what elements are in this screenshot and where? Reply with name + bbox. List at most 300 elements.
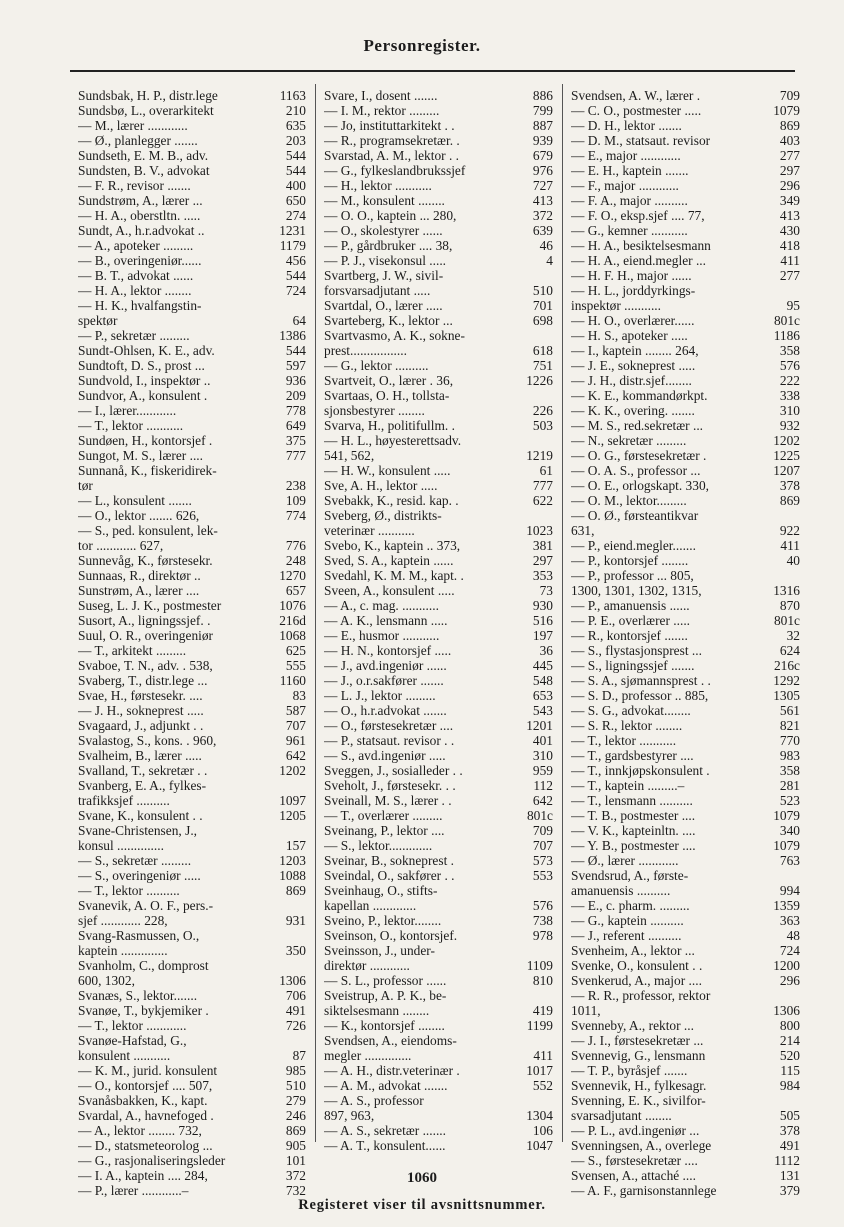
entry-row: [78, 988, 306, 1003]
entry-section-number: 886: [532, 88, 553, 103]
entry-text-line: — A. S., professor: [324, 1093, 424, 1108]
entry-row: [571, 1108, 800, 1123]
entry-row: [78, 613, 306, 628]
index-entry: [324, 628, 553, 643]
entry-row: [78, 193, 306, 208]
entry-name: — A. T., konsulent......: [324, 1138, 446, 1153]
entry-section-number: 296: [779, 973, 800, 988]
entry-row: [571, 148, 800, 163]
entry-row: [571, 88, 800, 103]
index-entry: [571, 718, 800, 733]
entry-row: [78, 178, 306, 193]
entry-section-number: 543: [532, 703, 553, 718]
entry-section-number: 959: [532, 763, 553, 778]
entry-section-number: 984: [779, 1078, 800, 1093]
entry-name: — B. T., advokat ......: [78, 268, 194, 283]
entry-section-number: 552: [532, 1078, 553, 1093]
entry-name: Svanæs, S., lektor.......: [78, 988, 198, 1003]
entry-section-number: 340: [779, 823, 800, 838]
entry-name: — E., major ............: [571, 148, 681, 163]
entry-name: — I., kaptein ........ 264,: [571, 343, 699, 358]
entry-row: [571, 943, 800, 958]
index-entry: [78, 178, 306, 193]
index-entry: [324, 1063, 553, 1078]
entry-section-number: 799: [532, 103, 553, 118]
index-entry: [78, 1138, 306, 1153]
entry-name: — K. E., kommandørkpt.: [571, 388, 708, 403]
entry-name: — K. K., overing. .......: [571, 403, 695, 418]
index-entry: [571, 493, 800, 508]
entry-name: 631,: [571, 523, 595, 538]
entry-row: [78, 688, 306, 703]
index-entry: [571, 778, 800, 793]
entry-name: Svarstad, A. M., lektor . .: [324, 148, 460, 163]
index-entry: [571, 613, 800, 628]
entry-row: [324, 598, 553, 613]
entry-row: [324, 1048, 553, 1063]
entry-row: [78, 1153, 306, 1168]
entry-section-number: 1205: [279, 808, 306, 823]
entry-row: [78, 478, 306, 493]
entry-section-number: 763: [779, 853, 800, 868]
column-divider: [315, 84, 316, 1142]
entry-row: [324, 178, 553, 193]
index-entry: [324, 298, 553, 313]
entry-section-number: 544: [285, 268, 306, 283]
index-entry: [324, 1018, 553, 1033]
entry-name: — M., konsulent ........: [324, 193, 445, 208]
index-entry: [571, 343, 800, 358]
index-entry: [78, 88, 306, 103]
footer-note: Registeret viser til avsnittsnummer.: [298, 1197, 546, 1213]
entry-name: — R., kontorsjef .......: [571, 628, 688, 643]
entry-text-line: — H. L., høyesterettsadv.: [324, 433, 462, 448]
entry-row: [78, 373, 306, 388]
entry-name: — G., kaptein ..........: [571, 913, 684, 928]
entry-row: [78, 268, 306, 283]
entry-row: [324, 703, 553, 718]
entry-section-number: 751: [532, 358, 553, 373]
entry-row: [324, 463, 553, 478]
index-entry: [78, 1018, 306, 1033]
entry-name: tør: [78, 478, 93, 493]
index-entry: [78, 1093, 306, 1108]
entry-name: Svalland, T., sekretær . .: [78, 763, 208, 778]
index-entry: [78, 268, 306, 283]
entry-row: [324, 673, 553, 688]
entry-name: — H. W., konsulent .....: [324, 463, 451, 478]
entry-text-line: Svartvasmo, A. K., sokne-: [324, 328, 465, 343]
entry-row: [571, 523, 800, 538]
entry-name: Susort, A., ligningssjef. .: [78, 613, 211, 628]
entry-section-number: 353: [532, 568, 553, 583]
entry-section-number: 1199: [526, 1018, 553, 1033]
entry-name: — O., førstesekretær ....: [324, 718, 454, 733]
entry-name: Svennevik, H., fylkesagr.: [571, 1078, 707, 1093]
entry-name: Svartveit, O., lærer . 36,: [324, 373, 454, 388]
entry-name: Suseg, L. J. K., postmester: [78, 598, 222, 613]
entry-row: [324, 568, 553, 583]
entry-row: [324, 493, 553, 508]
entry-row: [571, 208, 800, 223]
index-entry: [78, 853, 306, 868]
entry-name: — J. I., førstesekretær ...: [571, 1033, 704, 1048]
entry-section-number: 358: [779, 763, 800, 778]
index-entry: [571, 808, 800, 823]
entry-row: [571, 703, 800, 718]
index-entry: [324, 913, 553, 928]
index-entry: [571, 763, 800, 778]
entry-name: — L., konsulent .......: [78, 493, 192, 508]
entry-row: [571, 448, 800, 463]
index-entry: [324, 808, 553, 823]
entry-name: Sveinson, O., kontorsjef.: [324, 928, 458, 943]
index-entry: [571, 853, 800, 868]
entry-section-number: 573: [532, 853, 553, 868]
entry-row: [571, 958, 800, 973]
entry-name: — A. S., sekretær .......: [324, 1123, 446, 1138]
entry-section-number: 983: [779, 748, 800, 763]
entry-name: — M. S., red.sekretær ...: [571, 418, 704, 433]
index-entry: [571, 868, 800, 898]
index-entry: [324, 853, 553, 868]
entry-section-number: 48: [786, 928, 800, 943]
entry-row: [571, 133, 800, 148]
entry-name: sjef ............ 228,: [78, 913, 168, 928]
entry-section-number: 801c: [773, 613, 800, 628]
entry-section-number: 930: [532, 598, 553, 613]
entry-section-number: 36: [539, 643, 553, 658]
entry-name: Svedahl, K. M. M., kapt. .: [324, 568, 464, 583]
entry-row: [78, 358, 306, 373]
entry-row: [78, 238, 306, 253]
index-entry: [324, 508, 553, 538]
entry-row: [78, 568, 306, 583]
entry-row: [571, 1153, 800, 1168]
entry-row: [78, 1138, 306, 1153]
entry-section-number: 1023: [526, 523, 553, 538]
entry-name: — T., innkjøpskonsulent .: [571, 763, 710, 778]
entry-name: — E., husmor ...........: [324, 628, 440, 643]
entry-section-number: 379: [779, 1183, 800, 1198]
entry-section-number: 209: [285, 388, 306, 403]
entry-section-number: 679: [532, 148, 553, 163]
index-entry: [324, 778, 553, 793]
index-entry: [571, 433, 800, 448]
entry-row: [324, 913, 553, 928]
entry-name: — T., lektor ...........: [571, 733, 677, 748]
index-entry: [78, 1003, 306, 1018]
entry-name: — T., lektor ...........: [78, 418, 184, 433]
entry-section-number: 419: [532, 1003, 553, 1018]
entry-row: [571, 973, 800, 988]
entry-section-number: 310: [779, 403, 800, 418]
entry-name: Sveinar, B., sokneprest .: [324, 853, 455, 868]
index-entry: [324, 88, 553, 103]
entry-row: [324, 643, 553, 658]
index-entry: [324, 193, 553, 208]
index-entry: [324, 973, 553, 988]
entry-section-number: 296: [779, 178, 800, 193]
entry-section-number: 203: [285, 133, 306, 148]
index-entry: [571, 508, 800, 538]
entry-section-number: 1163: [279, 88, 306, 103]
index-entry: [571, 223, 800, 238]
index-entry: [78, 148, 306, 163]
index-entry: [78, 418, 306, 433]
entry-section-number: 505: [779, 1108, 800, 1123]
entry-text-line: Svartaas, O. H., tollsta-: [324, 388, 450, 403]
entry-section-number: 544: [285, 163, 306, 178]
entry-row: [324, 613, 553, 628]
entry-row: [571, 118, 800, 133]
index-entry: [324, 418, 553, 433]
entry-section-number: 1305: [773, 688, 800, 703]
entry-section-number: 411: [780, 253, 800, 268]
index-entry: [78, 328, 306, 343]
entry-name: inspektør ...........: [571, 298, 662, 313]
entry-section-number: 1109: [526, 958, 553, 973]
index-entry: [78, 733, 306, 748]
entry-section-number: 1076: [279, 598, 306, 613]
index-entry: [78, 613, 306, 628]
entry-section-number: 238: [285, 478, 306, 493]
entry-text-line: Svang-Rasmussen, O.,: [78, 928, 200, 943]
entry-section-number: 1231: [279, 223, 306, 238]
index-entry: [571, 1078, 800, 1093]
entry-section-number: 510: [532, 283, 553, 298]
index-entry: [571, 913, 800, 928]
entry-section-number: 214: [779, 1033, 800, 1048]
index-entry: [324, 268, 553, 298]
entry-name: Svensen, A., attaché ....: [571, 1168, 696, 1183]
entry-row: [571, 733, 800, 748]
index-entry: [78, 208, 306, 223]
index-entry: [571, 148, 800, 163]
entry-text-line: Sunnanå, K., fiskeridirek-: [78, 463, 217, 478]
entry-name: — H. S., apoteker .....: [571, 328, 688, 343]
entry-name: Sundtoft, D. S., prost ...: [78, 358, 205, 373]
entry-name: — T., gardsbestyrer ....: [571, 748, 694, 763]
entry-section-number: 1270: [279, 568, 306, 583]
entry-row: [571, 313, 800, 328]
entry-section-number: 274: [285, 208, 306, 223]
entry-row: [324, 373, 553, 388]
entry-section-number: 650: [285, 193, 306, 208]
entry-name: Svenke, O., konsulent . .: [571, 958, 703, 973]
entry-name: Svanåsbakken, K., kapt.: [78, 1093, 208, 1108]
index-entry: [324, 658, 553, 673]
entry-section-number: 1304: [526, 1108, 553, 1123]
index-entry: [78, 598, 306, 613]
index-entry: [571, 103, 800, 118]
entry-row: [78, 748, 306, 763]
entry-name: — O., h.r.advokat .......: [324, 703, 447, 718]
entry-name: tor ............ 627,: [78, 538, 164, 553]
entry-name: — S., førstesekretær ....: [571, 1153, 698, 1168]
entry-row: [324, 523, 553, 538]
entry-row: [571, 658, 800, 673]
index-entry: [324, 763, 553, 778]
entry-row: [78, 793, 306, 808]
entry-name: Svendsen, A. W., lærer .: [571, 88, 701, 103]
entry-name: — V. K., kapteinltn. ....: [571, 823, 696, 838]
entry-row: [324, 748, 553, 763]
index-entry: [78, 1063, 306, 1078]
index-entry: [324, 253, 553, 268]
entry-section-number: 157: [285, 838, 306, 853]
entry-row: [571, 628, 800, 643]
entry-row: [78, 133, 306, 148]
entry-text-line: — R. R., professor, rektor: [571, 988, 711, 1003]
entry-row: [78, 508, 306, 523]
entry-name: Sundstrøm, A., lærer ...: [78, 193, 203, 208]
entry-section-number: 724: [285, 283, 306, 298]
entry-section-number: 411: [780, 538, 800, 553]
entry-name: — K. M., jurid. konsulent: [78, 1063, 218, 1078]
entry-text-line: Svanberg, E. A., fylkes-: [78, 778, 207, 793]
index-entry: [78, 493, 306, 508]
entry-section-number: 210: [285, 103, 306, 118]
index-entry: [571, 358, 800, 373]
entry-section-number: 277: [779, 268, 800, 283]
entry-section-number: 1386: [279, 328, 306, 343]
entry-section-number: 870: [779, 598, 800, 613]
entry-row: [571, 1123, 800, 1138]
index-entry: [571, 943, 800, 958]
entry-section-number: 297: [532, 553, 553, 568]
entry-section-number: 698: [532, 313, 553, 328]
entry-text-line: Sveinsson, J., under-: [324, 943, 435, 958]
entry-name: Svenkerud, A., major ....: [571, 973, 702, 988]
index-entry: [78, 283, 306, 298]
index-entry: [571, 928, 800, 943]
index-entry: [324, 823, 553, 838]
entry-row: [324, 448, 553, 463]
entry-row: [571, 478, 800, 493]
entry-row: [78, 328, 306, 343]
entry-section-number: 1179: [279, 238, 306, 253]
entry-section-number: 922: [779, 523, 800, 538]
entry-row: [324, 148, 553, 163]
index-entry: [78, 358, 306, 373]
entry-name: — S., lektor.............: [324, 838, 433, 853]
index-entry: [571, 1063, 800, 1078]
entry-name: — H. A., besiktelsesmann: [571, 238, 711, 253]
index-entry: [571, 133, 800, 148]
entry-name: — G., lektor ..........: [324, 358, 429, 373]
entry-section-number: 375: [285, 433, 306, 448]
entry-row: [78, 733, 306, 748]
entry-name: — J. H., sokneprest .....: [78, 703, 204, 718]
index-column-1: [78, 88, 306, 1198]
entry-name: Svennevig, G., lensmann: [571, 1048, 706, 1063]
entry-section-number: 400: [285, 178, 306, 193]
entry-section-number: 246: [285, 1108, 306, 1123]
entry-row: [571, 253, 800, 268]
entry-section-number: 576: [532, 898, 553, 913]
entry-name: Svenheim, A., lektor ...: [571, 943, 695, 958]
entry-section-number: 491: [285, 1003, 306, 1018]
entry-row: [324, 478, 553, 493]
index-entry: [78, 658, 306, 673]
index-entry: [78, 223, 306, 238]
entry-name: prest.................: [324, 343, 407, 358]
entry-row: [78, 208, 306, 223]
entry-section-number: 994: [779, 883, 800, 898]
entry-name: siktelsesmann ........: [324, 1003, 430, 1018]
entry-section-number: 770: [779, 733, 800, 748]
entry-name: 897, 963,: [324, 1108, 375, 1123]
index-entry: [571, 193, 800, 208]
entry-section-number: 869: [285, 1123, 306, 1138]
entry-row: [78, 1048, 306, 1063]
entry-name: Sundsten, B. V., advokat: [78, 163, 210, 178]
index-entry: [571, 643, 800, 658]
index-entry: [571, 658, 800, 673]
index-entry: [78, 568, 306, 583]
entry-name: — F. R., revisor .......: [78, 178, 191, 193]
entry-section-number: 587: [285, 703, 306, 718]
entry-name: 600, 1302,: [78, 973, 135, 988]
index-entry: [324, 883, 553, 913]
entry-row: [324, 403, 553, 418]
entry-section-number: 372: [285, 1168, 306, 1183]
entry-name: 1300, 1301, 1302, 1315,: [571, 583, 702, 598]
entry-name: — H. A., eiend.megler ...: [571, 253, 706, 268]
entry-name: — Ø., planlegger .......: [78, 133, 198, 148]
entry-section-number: 821: [779, 718, 800, 733]
index-entry: [324, 178, 553, 193]
entry-name: — T. P., byråsjef .......: [571, 1063, 688, 1078]
entry-name: Sunstrøm, A., lærer ....: [78, 583, 200, 598]
entry-row: [324, 133, 553, 148]
index-entry: [78, 133, 306, 148]
entry-row: [324, 793, 553, 808]
column-divider: [562, 84, 563, 1142]
entry-row: [78, 598, 306, 613]
entry-name: Svenneby, A., rektor ...: [571, 1018, 694, 1033]
entry-row: [324, 208, 553, 223]
entry-row: [571, 388, 800, 403]
index-entry: [324, 493, 553, 508]
entry-row: [571, 1033, 800, 1048]
index-entry: [324, 643, 553, 658]
entry-name: — J., o.r.sakfører .......: [324, 673, 444, 688]
entry-name: konsul ..............: [78, 838, 164, 853]
entry-row: [324, 103, 553, 118]
entry-row: [324, 658, 553, 673]
index-entry: [571, 373, 800, 388]
entry-section-number: 732: [285, 1183, 306, 1198]
entry-name: — Jo, instituttarkitekt . .: [324, 118, 455, 133]
index-entry: [324, 598, 553, 613]
index-entry: [571, 238, 800, 253]
index-entry: [324, 373, 553, 388]
entry-row: [78, 343, 306, 358]
entry-row: [324, 313, 553, 328]
entry-section-number: 905: [285, 1138, 306, 1153]
index-entry: [78, 553, 306, 568]
entry-row: [571, 928, 800, 943]
entry-name: Svardal, A., havnefoged .: [78, 1108, 214, 1123]
entry-text-line: Svanevik, A. O. F., pers.-: [78, 898, 214, 913]
entry-name: — T. B., postmester ....: [571, 808, 696, 823]
index-entry: [324, 943, 553, 973]
entry-row: [571, 718, 800, 733]
entry-section-number: 1017: [526, 1063, 553, 1078]
entry-section-number: 931: [285, 913, 306, 928]
